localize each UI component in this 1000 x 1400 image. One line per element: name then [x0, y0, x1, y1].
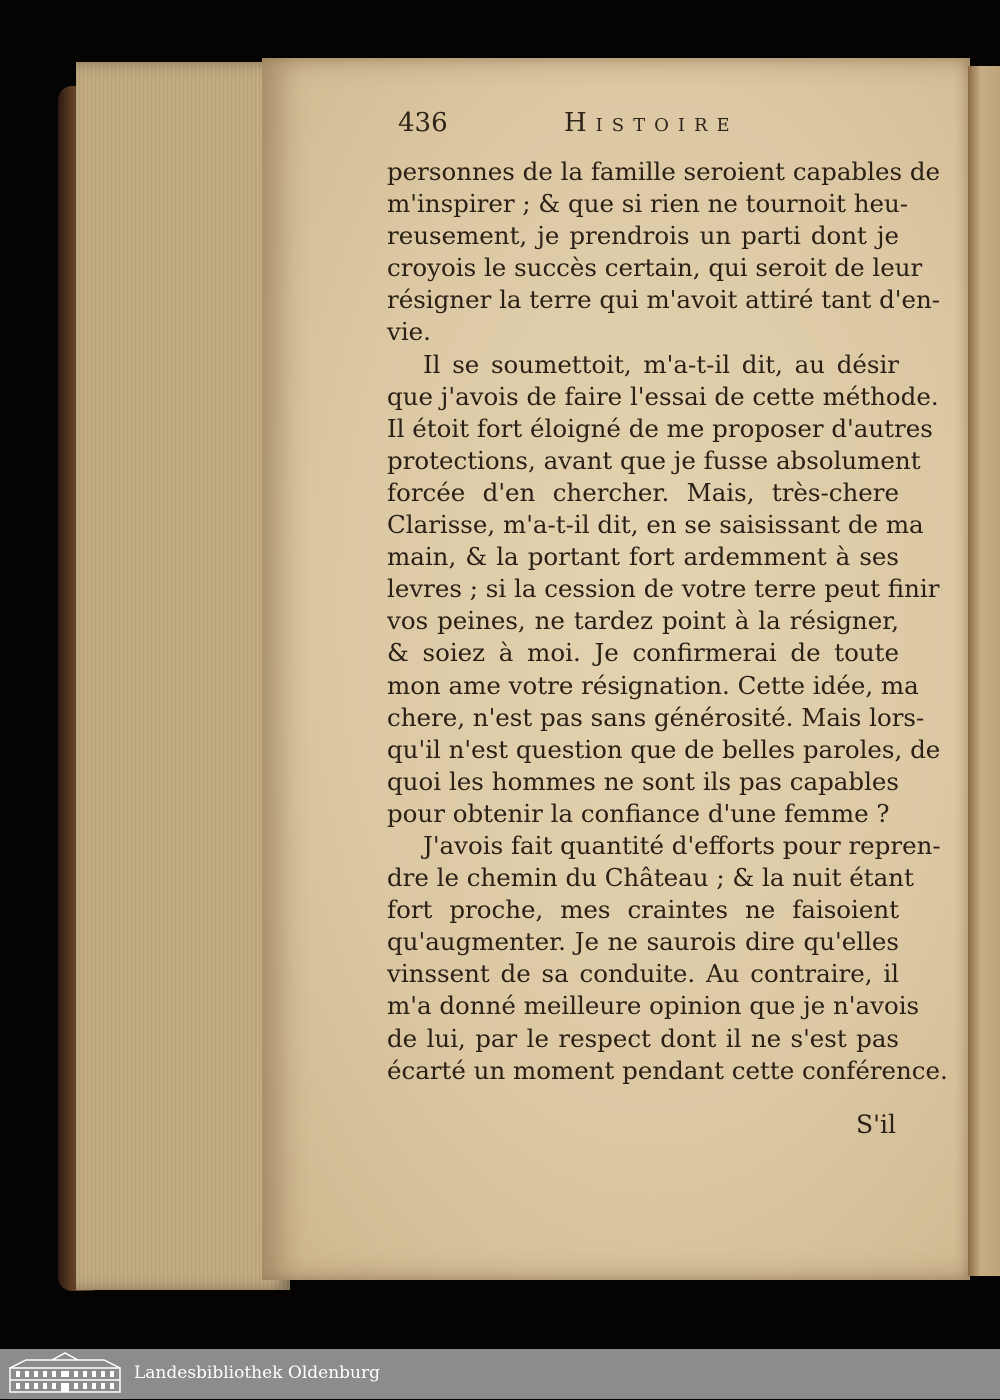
running-head	[398, 108, 898, 148]
page-edges	[76, 62, 290, 1290]
text-line: chere, n'est pas sans générosité. Mais lors-	[387, 702, 925, 732]
text-line: forcée d'en chercher. Mais, très-chere	[387, 477, 899, 507]
text-line: vinssent de sa conduite. Au contraire, il	[387, 959, 899, 989]
text-line: quoi les hommes ne sont ils pas capables	[387, 766, 899, 796]
text-line: m'a donné meilleure opinion que je n'avois	[387, 991, 920, 1021]
text-line: vie.	[387, 317, 431, 347]
text-line: qu'augmenter. Je ne saurois dire qu'elles	[387, 927, 899, 957]
text-line: que j'avois de faire l'essai de cette méthode.	[387, 381, 939, 411]
text-line: Il étoit fort éloigné de me proposer d'autres	[387, 413, 933, 443]
text-line: croyois le succès certain, qui seroit de leur	[387, 253, 923, 283]
text-line: fort proche, mes craintes ne faisoient	[387, 895, 899, 925]
text-line: main, & la portant fort ardemment à ses	[387, 542, 899, 572]
catchword: S'il	[856, 1110, 896, 1139]
text-line: levres ; si la cession de votre terre peut finir	[387, 574, 940, 604]
text-line: écarté un moment pendant cette conférence.	[387, 1055, 948, 1085]
footer-bar	[0, 1349, 1000, 1399]
text-line: de lui, par le respect dont il ne s'est pas	[387, 1023, 899, 1053]
text-line: m'inspirer ; & que si rien ne tournoit heu-	[387, 189, 909, 219]
text-line: pour obtenir la confiance d'une femme ?	[387, 798, 890, 828]
library-name: Landesbibliothek Oldenburg	[134, 1363, 381, 1383]
running-title: Histoire	[564, 108, 739, 138]
text-line: Il se soumettoit, m'a-t-il dit, au désir	[423, 349, 899, 379]
text-line: J'avois fait quantité d'efforts pour repren-	[423, 830, 941, 860]
facing-page-edge	[968, 66, 1000, 1276]
text-line: résigner la terre qui m'avoit attiré tant d'en-	[387, 285, 941, 315]
library-building-icon	[6, 1352, 124, 1396]
text-line: reusement, je prendrois un parti dont je	[387, 221, 899, 251]
text-line: & soiez à moi. Je confirmerai de toute	[387, 638, 899, 668]
text-line: protections, avant que je fusse absolument	[387, 445, 921, 475]
body-text	[387, 156, 948, 1087]
text-line: Clarisse, m'a-t-il dit, en se saisissant de ma	[387, 510, 924, 540]
text-line: personnes de la famille seroient capables de	[387, 157, 940, 186]
text-line: vos peines, ne tardez point à la résigner,	[387, 606, 899, 636]
text-line: mon ame votre résignation. Cette idée, ma	[387, 670, 919, 700]
text-line: dre le chemin du Château ; & la nuit étant	[387, 863, 914, 893]
page-number: 436	[398, 108, 448, 138]
text-line: qu'il n'est question que de belles paroles, de	[387, 734, 941, 764]
